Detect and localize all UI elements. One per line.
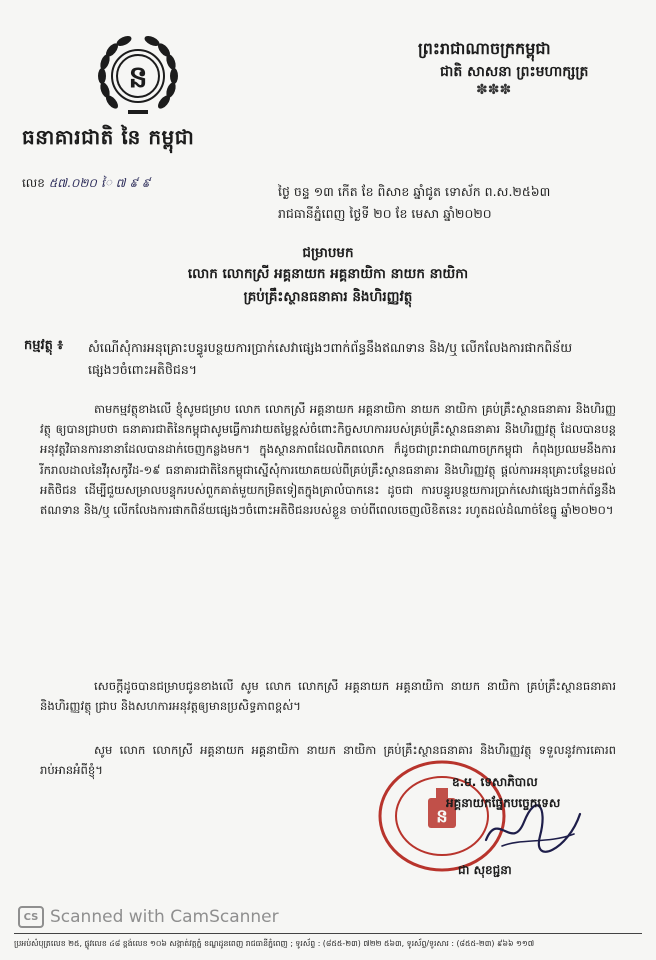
stamp-logo-letter: ន xyxy=(436,806,448,827)
national-bank-logo xyxy=(92,30,184,122)
signer-name: ជា សុខជ្ជនា xyxy=(458,863,512,877)
bank-name: ធនាគារជាតិ នៃ កម្ពុជា xyxy=(22,125,195,149)
addressee-institutions: គ្រប់គ្រឹះស្ថានធនាគារ និងហិរញ្ញវត្ថុ xyxy=(243,289,413,305)
signer-title: ឧ.ម. ទេសាភិបាល xyxy=(452,775,538,789)
solar-date: រាជធានីភ្នំពេញ ថ្ងៃទី ២០ ខែ មេសា ឆ្នាំ២០២០ xyxy=(278,206,492,221)
logo-letter: ន xyxy=(128,60,148,95)
camscanner-watermark xyxy=(18,906,279,928)
camscanner-icon: CS xyxy=(18,906,44,928)
body-paragraph-3: សូម លោក លោកស្រី អគ្គនាយក អគ្គនាយិកា នាយក នាយិកា គ្រប់គ្រឹះស្ថានធនាគារ និងហិរញ្ញវត្ថុ ទទួលនូវការគោរពរាប់អានអំពីខ្ញុំ។ xyxy=(40,743,616,778)
subject-label: កម្មវត្ថុ ៖ xyxy=(24,338,64,353)
national-motto: ជាតិ សាសនា ព្រះមហាក្សត្រ xyxy=(440,64,589,80)
reference-value: ៥៧.០២០ ៃ ៧ ៩ ៩ xyxy=(48,176,151,190)
body-paragraph-1: តាមកម្មវត្ថុខាងលើ ខ្ញុំសូមជម្រាប លោក លោកស្រី អគ្គនាយក អគ្គនាយិកា នាយក នាយិកា គ្រប់គ្រឹះស្ថានធនាគារ និងហិរញ្ញវត្ថុ ឲ្យបានជ្រាបថា ធនាគារជាតិនៃកម្ពុជាសូមធ្វើការវាយតម្លៃខ្ពស់ចំពោះកិច្ចសហការរបស់គ្រប់គ្រឹះស្ថានធនាគារ និងហិរញ្ញវត្ថុ ដែលបានបន្តអនុវត្តវិធានការនានាដែលបានដាក់ចេញកន្លងមក។ ក្នុងស្ថានភាពដែលពិភពលោក ក៏ដូចជាព្រះរាជាណាចក្រកម្ពុជា កំពុងប្រឈមនឹងការរីករាលដាលនៃវីរុសកូវីដ-១៩ ធនាគារជាតិនៃកម្ពុជាស្នើសុំការយោគយល់ពីគ្រប់គ្រឹះស្ថានធនាគារ និងហិរញ្ញវត្ថុ ផ្តល់ការអនុគ្រោះបន្ថែមដល់អតិថិជន ដើម្បីជួយសម្រាលបន្ទុករបស់ពួកគាត់មួយកម្រិតទៀតក្នុងគ្រាលំបាកនេះ ដូចជា ការបន្ធូរបន្ថយការប្រាក់សេវាផ្សេងៗពាក់ព័ន្ធនឹងឥណទាន និង/ឬ លើកលែងការផាកពិន័យផ្សេងៗចំពោះអតិថិជនរបស់ខ្លួន ចាប់ពីពេលចេញលិខិតនេះ រហូតដល់ដំណាច់ខែធ្នូ ឆ្នាំ២០២០។ xyxy=(40,402,616,518)
reference-number xyxy=(22,175,150,193)
addressee-recipients: លោក លោកស្រី អគ្គនាយក អគ្គនាយិកា នាយក នាយិកា xyxy=(187,266,469,282)
motto-ornament: ✽✽✽ xyxy=(476,82,512,98)
kingdom-heading: ព្រះរាជាណាចក្រកម្ពុជា xyxy=(418,39,551,58)
subject-text: សំណើសុំការអនុគ្រោះបន្ធូរបន្ថយការប្រាក់សេវាផ្សេងៗពាក់ព័ន្ធនឹងឥណទាន និង/ឬ លើកលែងការផាកពិន័យផ្សេងៗចំពោះអតិថិជន។ xyxy=(88,340,573,377)
lunar-date: ថ្ងៃ ចន្ទ ១៣ កើត ខែ ពិសាខ ឆ្នាំជូត ទោស័ក ព.ស.២៥៦៣ xyxy=(278,184,551,199)
reference-label: លេខ xyxy=(22,176,45,190)
footer-divider xyxy=(14,933,642,934)
addressee-label: ជម្រាបមក xyxy=(302,245,354,261)
footer-address: ប្រអប់សំបុត្រលេខ ២៥, ផ្លូវលេខ ៤៨ ខ្ពង់លេខ ១០៦ សង្កាត់វត្តភ្នំ ខណ្ឌដូនពេញ រាជធានីភ្នំពេញ ; ទូរស័ព្ទ : (៨៥៥-២៣) ៧២២ ៥៦៣, ទូរស័ព្ទ/ទូរសារ : (៨៥៥-២៣) ៩៦៦ ១១៧ xyxy=(14,939,535,948)
body-paragraph-2: សេចក្តីដូចបានជម្រាបជូនខាងលើ សូម លោក លោកស្រី អគ្គនាយក អគ្គនាយិកា នាយក នាយិកា គ្រប់គ្រឹះស្ថានធនាគារ និងហិរញ្ញវត្ថុ ជ្រាប និងសហការអនុវត្តឲ្យមានប្រសិទ្ធភាពខ្ពស់។ xyxy=(40,679,616,714)
watermark-text: Scanned with CamScanner xyxy=(50,907,279,927)
signer-role: អគ្គនាយកផ្នែកបច្ចេកទេស xyxy=(446,796,561,810)
